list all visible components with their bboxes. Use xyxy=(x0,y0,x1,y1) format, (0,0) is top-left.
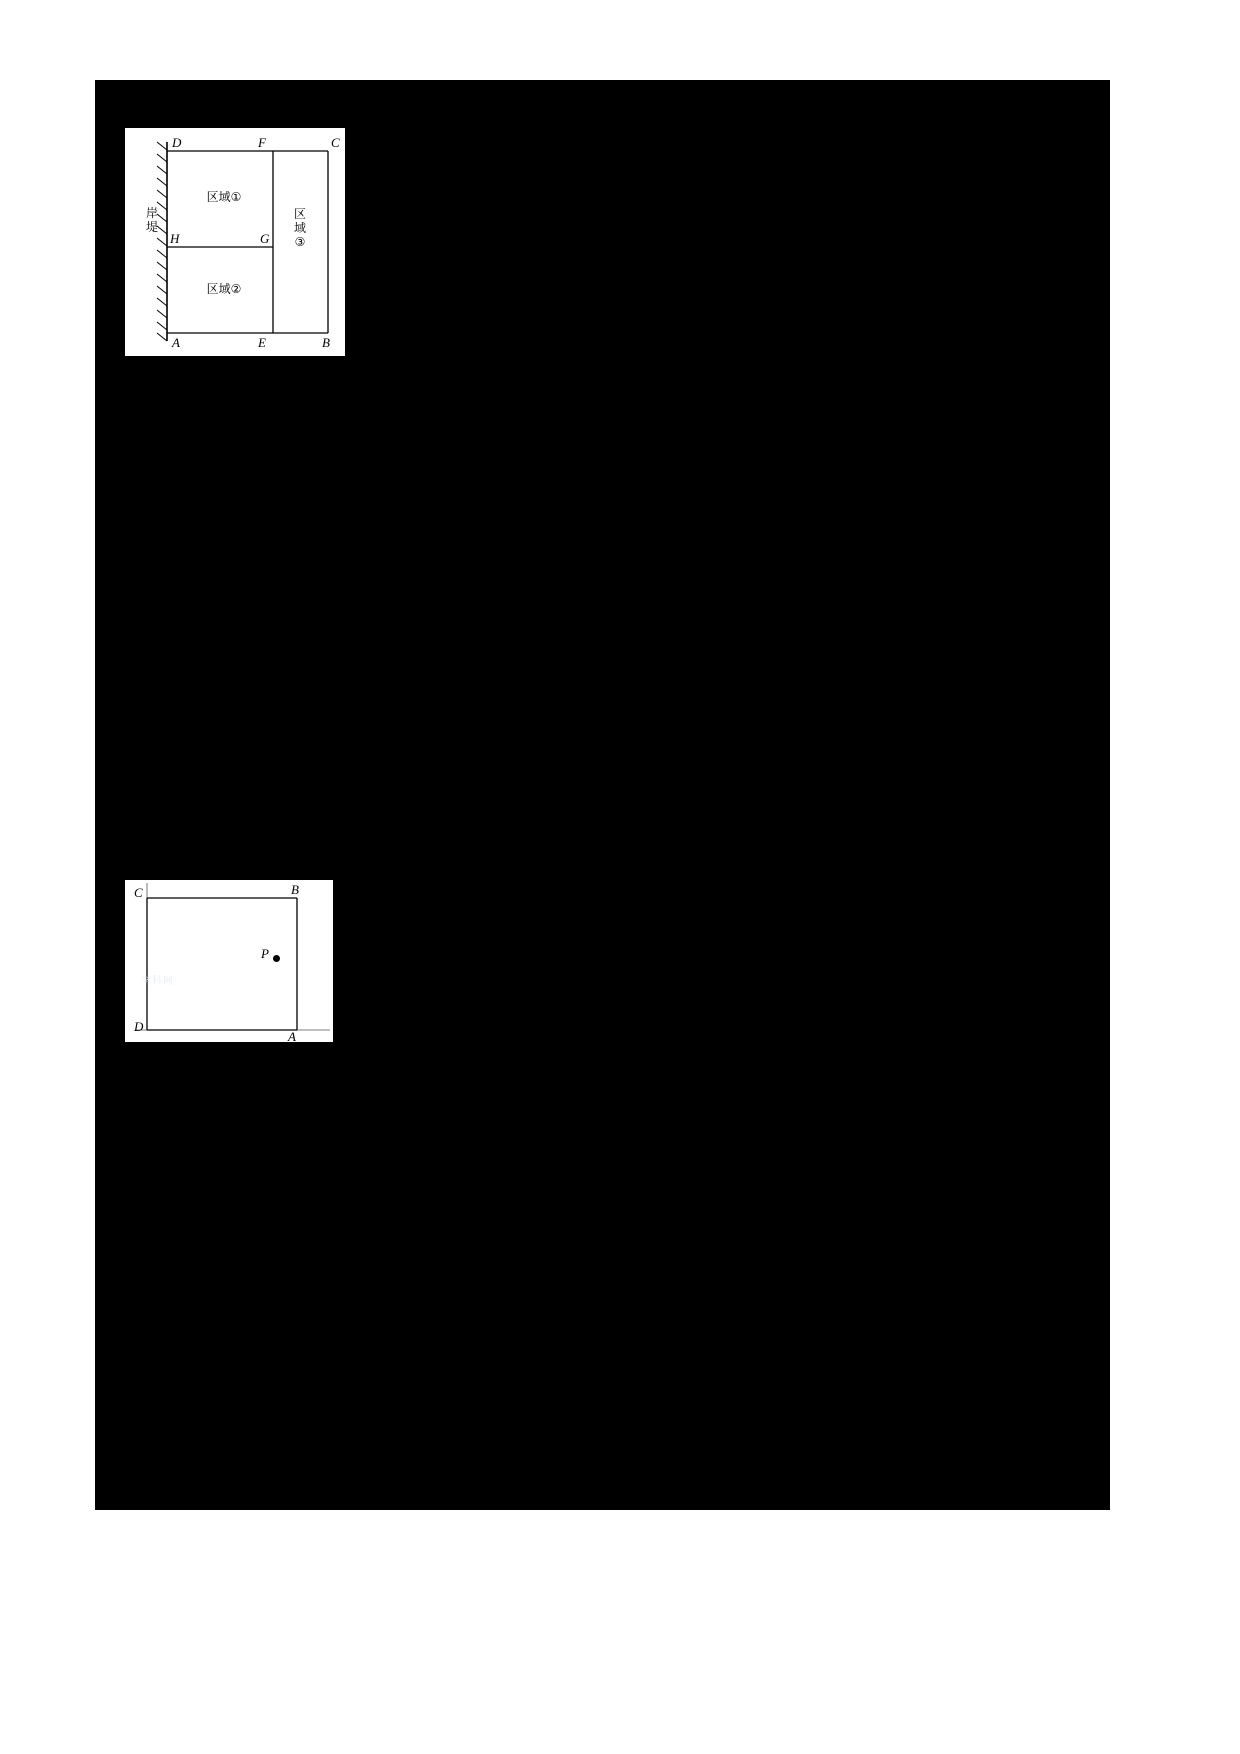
vertex-label-B: B xyxy=(322,335,330,350)
vertex-label-H: H xyxy=(170,231,180,246)
figure-one-canvas xyxy=(125,128,345,356)
figure-two-canvas xyxy=(125,880,333,1042)
bank-label xyxy=(145,206,159,235)
vertex-label-A: A xyxy=(172,335,180,350)
watermark-text: 学科网 xyxy=(141,976,174,987)
region-label-3 xyxy=(285,208,315,249)
vertex-label-E: E xyxy=(258,335,266,350)
region-label-3-line3: ③ xyxy=(294,234,306,249)
figure-square-point xyxy=(125,880,333,1042)
point-label-P: P xyxy=(261,946,269,961)
point-marker-P xyxy=(273,955,280,962)
vertex-label-D: D xyxy=(172,135,182,150)
vertex-label-C: C xyxy=(134,885,143,900)
vertex-label-A: A xyxy=(288,1029,296,1044)
figure-dike-regions xyxy=(125,128,345,356)
region-label-3-line1: 区 xyxy=(293,207,306,221)
vertex-label-F: F xyxy=(258,135,266,150)
bank-label-line1: 岸 xyxy=(145,206,158,220)
region-label-1: 区域① xyxy=(206,190,242,204)
vertex-label-D: D xyxy=(134,1019,144,1034)
vertex-label-B: B xyxy=(291,882,299,897)
bank-label-line2: 堤 xyxy=(145,220,158,235)
vertex-label-G: G xyxy=(260,231,270,246)
region-label-2: 区域② xyxy=(206,282,242,296)
vertex-label-C: C xyxy=(331,135,340,150)
region-label-3-line2: 域 xyxy=(293,220,306,235)
